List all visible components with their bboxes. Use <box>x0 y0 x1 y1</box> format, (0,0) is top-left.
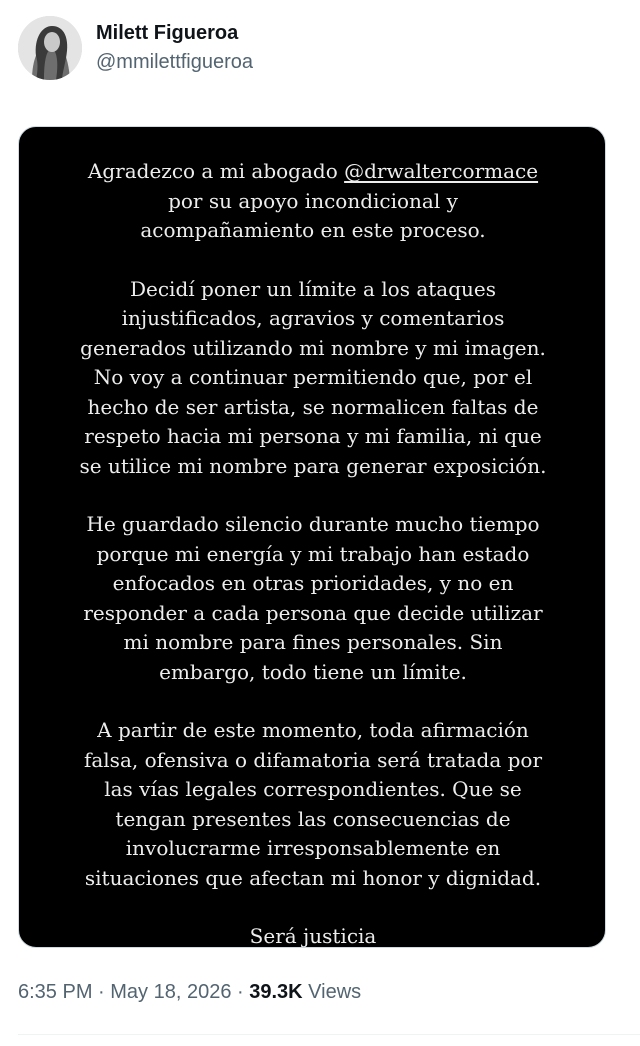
statement-line: A partir de este momento, toda afirmación <box>97 718 529 742</box>
tweet-header <box>18 16 253 80</box>
statement-closing: Será justicia <box>249 924 377 948</box>
statement-image[interactable] <box>18 126 606 948</box>
avatar[interactable] <box>18 16 82 80</box>
statement-line: enfocados en otras prioridades, y no en <box>112 571 514 595</box>
statement-paragraph-4 <box>19 716 606 893</box>
statement-line: situaciones que afectan mi honor y dignidad. <box>84 865 542 890</box>
statement-line: involucrarme irresponsablemente en <box>125 836 501 860</box>
statement-line: mi nombre para fines personales. Sin <box>123 630 503 654</box>
statement-line: acompañamiento en este proceso. <box>140 218 486 242</box>
statement-line: respeto hacia mi persona y mi familia, ni que <box>84 424 542 448</box>
views-count[interactable]: 39.3K <box>249 981 303 1003</box>
statement-line: responder a cada persona que decide utilizar <box>83 600 543 625</box>
statement-text <box>19 157 606 948</box>
statement-line: Decidí poner un límite a los ataques <box>129 276 496 301</box>
statement-line: embargo, todo tiene un límite. <box>159 659 467 684</box>
statement-line: las vías legales correspondientes. Que se <box>104 777 522 801</box>
statement-line: He guardado silencio durante mucho tiempo <box>86 512 540 536</box>
statement-line: tengan presentes las consecuencias de <box>115 806 511 831</box>
statement-line <box>19 157 606 187</box>
statement-line: porque mi energía y mi trabajo han estado <box>96 541 530 566</box>
author-handle[interactable]: @mmilettfigueroa <box>96 51 254 73</box>
statement-line-prefix: Agradezco a mi abogado <box>87 159 345 183</box>
tweet-date[interactable]: May 18, 2026 <box>110 981 232 1003</box>
statement-line: injustificados, agravios y comentarios <box>121 306 505 330</box>
statement-paragraph-1 <box>19 157 606 246</box>
statement-line: por su apoyo incondicional y <box>168 188 458 213</box>
lawyer-mention: @drwaltercormace <box>344 159 539 183</box>
statement-line: hecho de ser artista, se normalicen faltas de <box>87 394 539 419</box>
statement-line: se utilice mi nombre para generar exposición. <box>79 453 547 478</box>
tweet-meta <box>18 978 361 1006</box>
statement-line: generados utilizando mi nombre y mi imagen. <box>80 335 546 360</box>
meta-separator: · <box>92 981 111 1003</box>
views-label: Views <box>302 981 362 1003</box>
statement-line: No voy a continuar permitiendo que, por el <box>93 365 533 389</box>
tweet-time[interactable]: 6:35 PM <box>18 981 93 1003</box>
avatar-portrait-icon <box>18 16 82 80</box>
author-names <box>96 21 253 75</box>
statement-line: falsa, ofensiva o difamatoria será tratada por <box>83 747 543 772</box>
divider <box>18 1034 640 1035</box>
statement-closing-paragraph <box>19 922 606 948</box>
statement-paragraph-3 <box>19 510 606 687</box>
meta-separator: · <box>231 981 250 1003</box>
author-display-name[interactable]: Milett Figueroa <box>96 22 239 44</box>
statement-paragraph-2 <box>19 275 606 482</box>
